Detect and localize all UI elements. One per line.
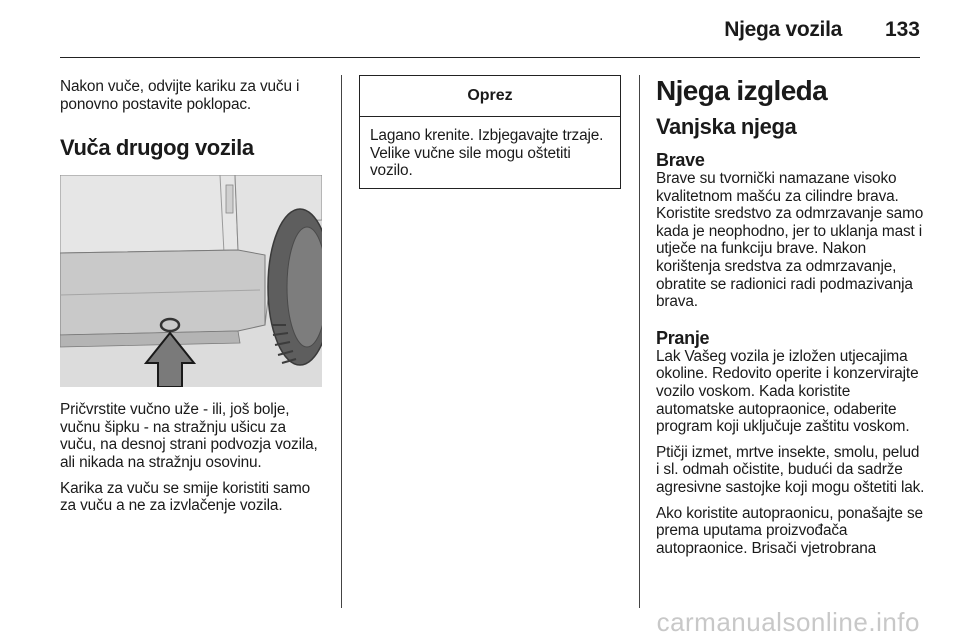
middle-column <box>359 75 621 189</box>
section-subtitle: Vanjska njega <box>656 114 797 139</box>
intro-paragraph: Nakon vuče, odvijte kariku za vuču i ponovno postavite poklopac. <box>60 78 300 113</box>
towing-note: Karika za vuču se smije koristiti samo za vuču a ne za izvlačenje vozila. <box>60 479 311 515</box>
page-number: 133 <box>884 18 920 41</box>
column-divider <box>341 75 342 608</box>
watermark: carmanualsonline.info <box>656 607 920 637</box>
section-title: Vuča drugog vozila <box>60 135 254 161</box>
chapter-title: Njega izgleda <box>656 75 828 106</box>
washing-paragraph-2: Ptičji izmet, mrtve insekte, smolu, pelud i sl. odmah očistite, budući da sadrže agresivne sastojke koji mogu oštetiti lak. <box>656 443 925 496</box>
towing-eye-illustration <box>60 175 322 387</box>
page-header <box>60 0 920 58</box>
header-title: Njega vozila <box>724 18 842 41</box>
right-column <box>656 76 926 565</box>
column-divider <box>639 75 640 608</box>
towing-instruction: Pričvrstite vučno uže - ili, još bolje, vučnu šipku - na stražnju ušicu za vuču, na desnoj strani podvozja vozila, ali nikada na stražnju osovinu. <box>60 401 318 471</box>
left-column <box>60 78 326 523</box>
locks-heading: Brave <box>656 150 705 170</box>
caution-text: Lagano krenite. Izbjegavajte trzaje. Velike vučne sile mogu oštetiti vozilo. <box>370 127 604 180</box>
washing-paragraph-1: Lak Vašeg vozila je izložen utjecajima okoline. Redovito operite i konzervirajte vozilo voskom. Kada koristite automatske autopraonice, odaberite program koji uključuje zaštitu voskom. <box>656 347 919 436</box>
vehicle-rear-drawing <box>60 175 322 387</box>
caution-box <box>359 75 621 189</box>
washing-heading: Pranje <box>656 327 710 348</box>
caution-heading: Oprez <box>360 76 620 117</box>
washing-paragraph-3: Ako koristite autopraonicu, ponašajte se prema uputama proizvođača autopraonice. Brisači vjetrobrana <box>656 504 923 557</box>
locks-paragraph: Brave su tvornički namazane visoko kvalitetnom mašću za cilindre brava. Koristite sredstvo za odmrzavanje samo kada je neophodno, jer to uklanja mast i utječe na funkciju brave. Nakon korištenja sredstva za odmrzavanje, obratite se radionici radi podmazivanja brava. <box>656 170 924 311</box>
